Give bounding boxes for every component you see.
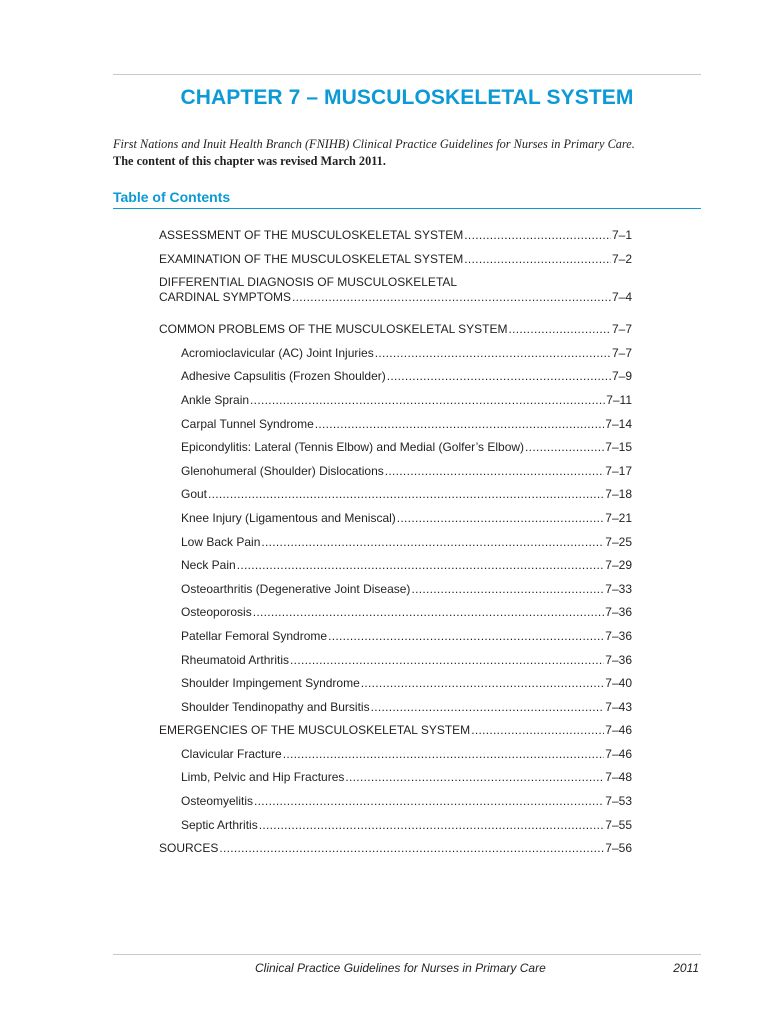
toc-rule xyxy=(113,208,701,209)
toc-entry-title: Osteoarthritis (Degenerative Joint Disease) xyxy=(181,581,411,596)
toc-entry-title: Patellar Femoral Syndrome xyxy=(181,628,328,643)
toc-entry-title: Adhesive Capsulitis (Frozen Shoulder) xyxy=(181,369,386,384)
toc-entry-carpal-tunnel[interactable] xyxy=(159,416,632,440)
toc-entry-rheumatoid-arthritis[interactable] xyxy=(159,652,632,676)
toc-entry-page: 7–36 xyxy=(605,652,632,667)
toc-entry-page: 7–55 xyxy=(605,817,632,832)
toc-entry-page: 7–29 xyxy=(605,558,632,573)
toc-entry-osteoporosis[interactable] xyxy=(159,604,632,628)
dot-leader xyxy=(371,700,605,714)
toc-entry-title-line1: DIFFERENTIAL DIAGNOSIS OF MUSCULOSKELETAL xyxy=(159,275,458,290)
toc-entry-page: 7–9 xyxy=(611,369,632,384)
toc-entry-title: ASSESSMENT OF THE MUSCULOSKELETAL SYSTEM xyxy=(159,228,464,242)
dot-leader xyxy=(411,582,604,596)
toc-entry-page: 7–7 xyxy=(611,322,632,337)
toc-entry-page: 7–40 xyxy=(605,676,632,691)
toc-entry-title: Epicondylitis: Lateral (Tennis Elbow) and Medial (Golfer’s Elbow) xyxy=(181,440,525,455)
toc-entry-page: 7–43 xyxy=(605,699,632,714)
toc-entry-page: 7–53 xyxy=(605,794,632,809)
toc-entry-title: Glenohumeral (Shoulder) Dislocations xyxy=(181,463,384,478)
toc-entry-title: Septic Arthritis xyxy=(181,817,258,832)
dot-leader xyxy=(525,440,604,454)
toc-entry-title: Acromioclavicular (AC) Joint Injuries xyxy=(181,345,374,360)
toc-entry-page: 7–4 xyxy=(611,290,632,305)
toc-entry-title: Low Back Pain xyxy=(181,534,261,549)
toc-entry-adhesive-capsulitis[interactable] xyxy=(159,368,632,392)
dot-leader xyxy=(315,417,605,431)
dot-leader xyxy=(283,747,605,761)
table-of-contents xyxy=(159,227,632,864)
dot-leader xyxy=(292,290,611,304)
revised-line: The content of this chapter was revised March 2011. xyxy=(113,154,386,168)
toc-entry-examination[interactable] xyxy=(159,251,632,275)
dot-leader xyxy=(345,770,604,784)
toc-entry-title: Shoulder Tendinopathy and Bursitis xyxy=(181,699,370,714)
toc-entry-septic-arthritis[interactable] xyxy=(159,817,632,841)
footer-rule xyxy=(113,954,701,955)
toc-entry-neck-pain[interactable] xyxy=(159,557,632,581)
toc-entry-emergencies[interactable] xyxy=(159,722,632,746)
toc-entry-shoulder-tendinopathy[interactable] xyxy=(159,699,632,723)
toc-entry-page: 7–48 xyxy=(605,770,632,785)
dot-leader xyxy=(375,346,611,360)
toc-entry-glenohumeral-dislocations[interactable] xyxy=(159,463,632,487)
toc-entry-assessment[interactable] xyxy=(159,227,632,251)
toc-entry-title: Carpal Tunnel Syndrome xyxy=(181,416,314,431)
dot-leader xyxy=(237,558,605,572)
toc-entry-title: EXAMINATION OF THE MUSCULOSKELETAL SYSTEM xyxy=(159,251,464,266)
toc-entry-title: Ankle Sprain xyxy=(181,392,250,407)
toc-entry-osteoarthritis[interactable] xyxy=(159,581,632,605)
toc-entry-page: 7–46 xyxy=(605,746,632,761)
dot-leader xyxy=(250,393,605,407)
toc-entry-title: CARDINAL SYMPTOMS xyxy=(159,290,292,305)
toc-entry-shoulder-impingement[interactable] xyxy=(159,675,632,699)
dot-leader xyxy=(464,228,611,242)
toc-entry-low-back-pain[interactable] xyxy=(159,534,632,558)
dot-leader xyxy=(254,794,604,808)
dot-leader xyxy=(261,535,604,549)
dot-leader xyxy=(471,723,604,737)
toc-entry-page: 7–15 xyxy=(605,440,632,455)
toc-entry-page: 7–25 xyxy=(605,534,632,549)
toc-entry-title: Shoulder Impingement Syndrome xyxy=(181,676,360,691)
toc-entry-page: 7–17 xyxy=(605,463,632,478)
toc-entry-title: Limb, Pelvic and Hip Fractures xyxy=(181,770,345,785)
toc-entry-page: 7–36 xyxy=(605,605,632,620)
toc-entry-clavicular-fracture[interactable] xyxy=(159,746,632,770)
toc-entry-page: 7–14 xyxy=(605,416,632,431)
toc-entry-page: 7–21 xyxy=(605,510,632,525)
toc-entry-title: Clavicular Fracture xyxy=(181,746,282,761)
toc-entry-page: 7–1 xyxy=(611,228,632,242)
dot-leader xyxy=(464,252,611,266)
toc-entry-gout[interactable] xyxy=(159,486,632,510)
toc-entry-knee-injury[interactable] xyxy=(159,510,632,534)
source-line: First Nations and Inuit Health Branch (FNIHB) Clinical Practice Guidelines for Nurses in Primary Care. xyxy=(113,137,635,151)
dot-leader xyxy=(290,653,604,667)
toc-entry-limb-pelvic-hip-fractures[interactable] xyxy=(159,769,632,793)
toc-entry-patellar-femoral[interactable] xyxy=(159,628,632,652)
toc-entry-page: 7–2 xyxy=(611,251,632,266)
toc-entry-page: 7–36 xyxy=(605,628,632,643)
toc-entry-ac-joint-injuries[interactable] xyxy=(159,345,632,369)
toc-entry-title: Osteoporosis xyxy=(181,605,252,620)
toc-entry-common-problems[interactable] xyxy=(159,321,632,345)
toc-entry-page: 7–46 xyxy=(605,723,632,738)
dot-leader xyxy=(328,629,604,643)
toc-entry-page: 7–11 xyxy=(606,392,632,407)
toc-entry-page: 7–18 xyxy=(605,487,632,502)
toc-entry-title: COMMON PROBLEMS OF THE MUSCULOSKELETAL SYSTEM xyxy=(159,322,508,337)
toc-entry-title: Knee Injury (Ligamentous and Meniscal) xyxy=(181,510,396,525)
toc-entry-differential-diagnosis[interactable] xyxy=(159,274,632,321)
toc-entry-title: Osteomyelitis xyxy=(181,794,254,809)
toc-entry-title: Neck Pain xyxy=(181,558,236,573)
dot-leader xyxy=(259,818,605,832)
dot-leader xyxy=(509,322,611,336)
toc-heading: Table of Contents xyxy=(113,189,231,205)
dot-leader xyxy=(219,841,604,855)
toc-entry-page: 7–33 xyxy=(605,581,632,596)
footer-year: 2011 xyxy=(673,961,699,975)
toc-entry-ankle-sprain[interactable] xyxy=(159,392,632,416)
toc-entry-page: 7–56 xyxy=(605,841,632,856)
dot-leader xyxy=(385,464,605,478)
dot-leader xyxy=(361,676,605,690)
dot-leader xyxy=(208,487,604,501)
dot-leader xyxy=(397,511,605,525)
toc-entry-title: Gout xyxy=(181,487,208,502)
toc-entry-title: EMERGENCIES OF THE MUSCULOSKELETAL SYSTEM xyxy=(159,723,471,738)
toc-entry-page: 7–7 xyxy=(611,345,632,360)
toc-entry-title: Rheumatoid Arthritis xyxy=(181,652,290,667)
dot-leader xyxy=(387,369,611,383)
toc-entry-osteomyelitis[interactable] xyxy=(159,793,632,817)
dot-leader xyxy=(253,605,605,619)
chapter-title: CHAPTER 7 – MUSCULOSKELETAL SYSTEM xyxy=(180,86,634,109)
footer-title: Clinical Practice Guidelines for Nurses in Primary Care xyxy=(255,961,546,975)
toc-entry-sources[interactable] xyxy=(159,840,632,864)
toc-entry-epicondylitis[interactable] xyxy=(159,439,632,463)
toc-entry-title: SOURCES xyxy=(159,841,219,856)
top-rule xyxy=(113,74,701,75)
